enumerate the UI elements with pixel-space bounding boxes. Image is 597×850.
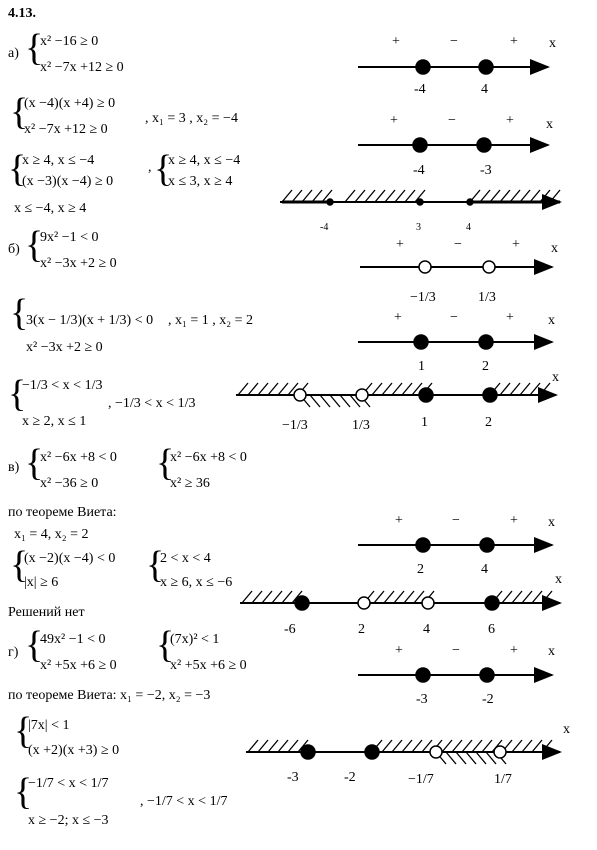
axis-x-label: x [548, 313, 555, 328]
g-line2-label-3: −1/7 [408, 772, 434, 787]
brace: { [25, 27, 44, 69]
filled-point [327, 199, 333, 205]
v-sys1-line1: x² −6x +8 < 0 [40, 450, 117, 465]
hatch-mark [446, 752, 456, 764]
sign-minus: − [450, 34, 458, 49]
hatch-mark [278, 383, 288, 395]
hatch-mark [394, 591, 404, 603]
hatch-mark [542, 740, 552, 752]
filled-point [479, 60, 493, 74]
hatch-mark [242, 591, 252, 603]
b-sys3-line2: x ≥ 2, x ≤ 1 [22, 414, 87, 429]
brace: { [156, 442, 175, 484]
filled-point [295, 596, 309, 610]
hatch-mark [532, 740, 542, 752]
b-line3-label-1: −1/3 [282, 418, 308, 433]
sign-plus: + [506, 113, 514, 128]
part-v-label: в) [8, 460, 20, 475]
b-line2-label-2: 2 [482, 359, 489, 374]
hatch-mark [320, 395, 330, 407]
hatch-mark [258, 383, 268, 395]
hatch-mark [268, 740, 278, 752]
hatch-mark [510, 383, 520, 395]
v-sys2-line2: |x| ≥ 6 [24, 575, 59, 590]
hatch-mark [268, 383, 278, 395]
b-line1-label-2: 1/3 [478, 290, 496, 305]
a-sys2-line1: (x −4)(x +4) ≥ 0 [24, 96, 116, 111]
problem-number: 4.13. [8, 6, 36, 21]
b-line3-label-2: 1/3 [352, 418, 370, 433]
hatch-mark [238, 383, 248, 395]
sign-minus: − [448, 113, 456, 128]
hatch-mark [490, 190, 500, 202]
a-answer: x ≤ −4, x ≥ 4 [14, 201, 87, 216]
v-line2-label-3: 4 [423, 622, 430, 637]
v-line2-label-1: -6 [284, 622, 296, 637]
v-line1-label-1: 2 [417, 562, 424, 577]
sign-minus: − [450, 310, 458, 325]
hatch-mark [258, 740, 268, 752]
filled-point [477, 138, 491, 152]
open-point [419, 261, 431, 273]
v-line1-label-2: 4 [481, 562, 488, 577]
hatch-mark [452, 740, 462, 752]
hatch-mark [456, 752, 466, 764]
hatch-mark [542, 591, 552, 603]
v-sys2-line1: (x −2)(x −4) < 0 [24, 551, 116, 566]
g-line2-label-2: -2 [344, 770, 356, 785]
brace: { [14, 771, 33, 813]
hatch-mark [302, 190, 312, 202]
hatch-mark [374, 591, 384, 603]
brace: { [10, 544, 29, 586]
hatch-mark [382, 383, 392, 395]
g-sys3-line1: −1/7 < x < 1/7 [28, 776, 109, 791]
hatch-mark [476, 752, 486, 764]
brace: { [8, 148, 27, 190]
hatch-mark [500, 383, 510, 395]
open-point [358, 597, 370, 609]
g-sys1b-line2: x² +5x +6 ≥ 0 [170, 658, 247, 673]
brace: { [25, 442, 44, 484]
open-point [494, 746, 506, 758]
sign-plus: + [395, 513, 403, 528]
filled-point [301, 745, 315, 759]
hatch-mark [355, 190, 365, 202]
hatch-mark [330, 395, 340, 407]
a-sys3-line2: (x −3)(x −4) ≥ 0 [22, 174, 114, 189]
a-sys4-line1: x ≥ 4, x ≤ −4 [168, 153, 241, 168]
g-line2-label-1: -3 [287, 770, 299, 785]
axis-x-label: x [548, 515, 555, 530]
hatch-mark [282, 190, 292, 202]
hatch-mark [522, 591, 532, 603]
a-line3-label-2: 3 [416, 222, 421, 233]
hatch-mark [442, 740, 452, 752]
sign-plus: + [395, 643, 403, 658]
g-sys3-solution: , −1/7 < x < 1/7 [140, 794, 228, 809]
hatch-mark [384, 591, 394, 603]
hatch-mark [262, 591, 272, 603]
hatch-mark [510, 190, 520, 202]
hatch-mark [272, 591, 282, 603]
a-line2-label-2: -3 [480, 163, 492, 178]
hatch-mark [540, 190, 550, 202]
brace: { [25, 624, 44, 666]
hatch-mark [512, 740, 522, 752]
brace: { [146, 544, 165, 586]
hatch-mark [365, 190, 375, 202]
open-point [430, 746, 442, 758]
hatch-mark [522, 740, 532, 752]
filled-point [467, 199, 473, 205]
b-sys1-line1: 9x² −1 < 0 [40, 230, 99, 245]
g-sys1b-line1: (7x)² < 1 [170, 632, 220, 647]
g-vieta: по теореме Виета: x₁ = −2, x₂ = −3 [8, 688, 211, 703]
v-no-solutions: Решений нет [8, 605, 85, 620]
a-sys2-line2: x² −7x +12 ≥ 0 [24, 122, 108, 137]
g-line2-label-4: 1/7 [494, 772, 512, 787]
b-line3-label-3: 1 [421, 415, 428, 430]
hatch-mark [372, 383, 382, 395]
hatch-mark [392, 383, 402, 395]
a-sys1-line1: x² −16 ≥ 0 [40, 34, 99, 49]
sign-plus: + [396, 237, 404, 252]
axis-x-label: x [555, 572, 562, 587]
hatch-mark [248, 740, 258, 752]
hatch-mark [530, 190, 540, 202]
hatch-mark [252, 591, 262, 603]
filled-point [416, 538, 430, 552]
open-point [422, 597, 434, 609]
brace: { [8, 373, 27, 415]
hatch-mark [540, 383, 550, 395]
hatch-mark [292, 190, 302, 202]
sign-plus: + [394, 310, 402, 325]
hatch-mark [405, 190, 415, 202]
brace: { [10, 292, 29, 334]
hatch-mark [382, 740, 392, 752]
open-point [294, 389, 306, 401]
hatch-mark [480, 190, 490, 202]
sign-plus: + [390, 113, 398, 128]
v-line2-label-4: 6 [488, 622, 495, 637]
filled-point [480, 538, 494, 552]
g-sys2-line2: (x +2)(x +3) ≥ 0 [28, 743, 120, 758]
filled-point [485, 596, 499, 610]
part-b-label: б) [8, 242, 20, 257]
open-point [356, 389, 368, 401]
b-sys1-line2: x² −3x +2 ≥ 0 [40, 256, 117, 271]
a-line2-label-1: -4 [413, 163, 425, 178]
g-line1-label-1: -3 [416, 692, 428, 707]
axis-x-label: x [552, 370, 559, 385]
filled-point [419, 388, 433, 402]
sign-minus: − [452, 643, 460, 658]
filled-point [414, 335, 428, 349]
a-line1-label-2: 4 [481, 82, 488, 97]
v-sys2b-line1: 2 < x < 4 [160, 551, 211, 566]
hatch-mark [466, 752, 476, 764]
brace: { [14, 710, 33, 752]
b-sys3-line1: −1/3 < x < 1/3 [22, 378, 103, 393]
filled-point [365, 745, 379, 759]
hatch-mark [395, 190, 405, 202]
sign-plus: + [510, 34, 518, 49]
sign-minus: − [454, 237, 462, 252]
b-line1-label-1: −1/3 [410, 290, 436, 305]
v-sys1-line2: x² −36 ≥ 0 [40, 476, 99, 491]
hatch-mark [530, 383, 540, 395]
g-sys3-line2: x ≥ −2; x ≤ −3 [28, 813, 109, 828]
filled-point [479, 335, 493, 349]
v-sys1b-line2: x² ≥ 36 [170, 476, 210, 491]
sign-plus: + [510, 643, 518, 658]
filled-point [480, 668, 494, 682]
part-g-label: г) [8, 645, 19, 660]
g-sys1-line2: x² +5x +6 ≥ 0 [40, 658, 117, 673]
hatch-mark [385, 190, 395, 202]
hatch-mark [532, 591, 542, 603]
axis-x-label: x [548, 644, 555, 659]
hatch-mark [550, 190, 560, 202]
axis-x-label: x [549, 36, 556, 51]
a-sys3-line1: x ≥ 4, x ≤ −4 [22, 153, 95, 168]
hatch-mark [520, 383, 530, 395]
filled-point [416, 668, 430, 682]
v-vieta: по теореме Виета: [8, 505, 117, 520]
hatch-mark [312, 190, 322, 202]
hatch-mark [392, 740, 402, 752]
hatch-mark [282, 591, 292, 603]
hatch-mark [472, 740, 482, 752]
a-line3-label-1: -4 [320, 222, 329, 233]
filled-point [417, 199, 423, 205]
hatch-mark [375, 190, 385, 202]
hatch-mark [345, 190, 355, 202]
hatch-mark [462, 740, 472, 752]
hatch-mark [500, 190, 510, 202]
sign-plus: + [512, 237, 520, 252]
hatch-mark [520, 190, 530, 202]
a-sys1-line2: x² −7x +12 ≥ 0 [40, 60, 124, 75]
v-sys1b-line1: x² −6x +8 < 0 [170, 450, 247, 465]
hatch-mark [310, 395, 320, 407]
part-a-label: а) [8, 46, 19, 61]
hatch-mark [482, 740, 492, 752]
a-line3-label-3: 4 [466, 222, 471, 233]
v-sys2b-line2: x ≥ 6, x ≤ −6 [160, 575, 233, 590]
brace: { [156, 624, 175, 666]
a-roots: , x₁ = 3 , x₂ = −4 [145, 111, 238, 126]
axis-x-label: x [551, 241, 558, 256]
hatch-mark [402, 383, 412, 395]
b-sys3-solution: , −1/3 < x < 1/3 [108, 396, 196, 411]
filled-point [483, 388, 497, 402]
sign-minus: − [452, 513, 460, 528]
hatch-mark [512, 591, 522, 603]
filled-point [413, 138, 427, 152]
sign-plus: + [392, 34, 400, 49]
v-line2-label-2: 2 [358, 622, 365, 637]
hatch-mark [402, 740, 412, 752]
b-line2-label-1: 1 [418, 359, 425, 374]
a-sys4-line2: x ≤ 3, x ≥ 4 [168, 174, 233, 189]
hatch-mark [248, 383, 258, 395]
open-point [483, 261, 495, 273]
hatch-mark [412, 740, 422, 752]
brace: { [25, 224, 44, 266]
b-line3-label-4: 2 [485, 415, 492, 430]
axis-x-label: x [546, 117, 553, 132]
b-sys2-line2: x² −3x +2 ≥ 0 [26, 340, 103, 355]
axis-x-label: x [563, 722, 570, 737]
filled-point [416, 60, 430, 74]
hatch-mark [288, 740, 298, 752]
b-roots: , x₁ = 1 , x₂ = 2 [168, 313, 254, 328]
brace: { [154, 148, 173, 190]
brace: { [10, 91, 29, 133]
hatch-mark [340, 395, 350, 407]
sign-plus: + [510, 513, 518, 528]
hatch-mark [278, 740, 288, 752]
g-line1-label-2: -2 [482, 692, 494, 707]
g-sys1-line1: 49x² −1 < 0 [40, 632, 106, 647]
hatch-mark [404, 591, 414, 603]
v-roots: x₁ = 4, x₂ = 2 [14, 527, 89, 542]
g-sys2-line1: |7x| < 1 [28, 718, 70, 733]
hatch-mark [502, 591, 512, 603]
a-line1-label-1: -4 [414, 82, 426, 97]
sign-plus: + [506, 310, 514, 325]
b-sys2-line1: 3(x − 1/3)(x + 1/3) < 0 [26, 313, 154, 328]
